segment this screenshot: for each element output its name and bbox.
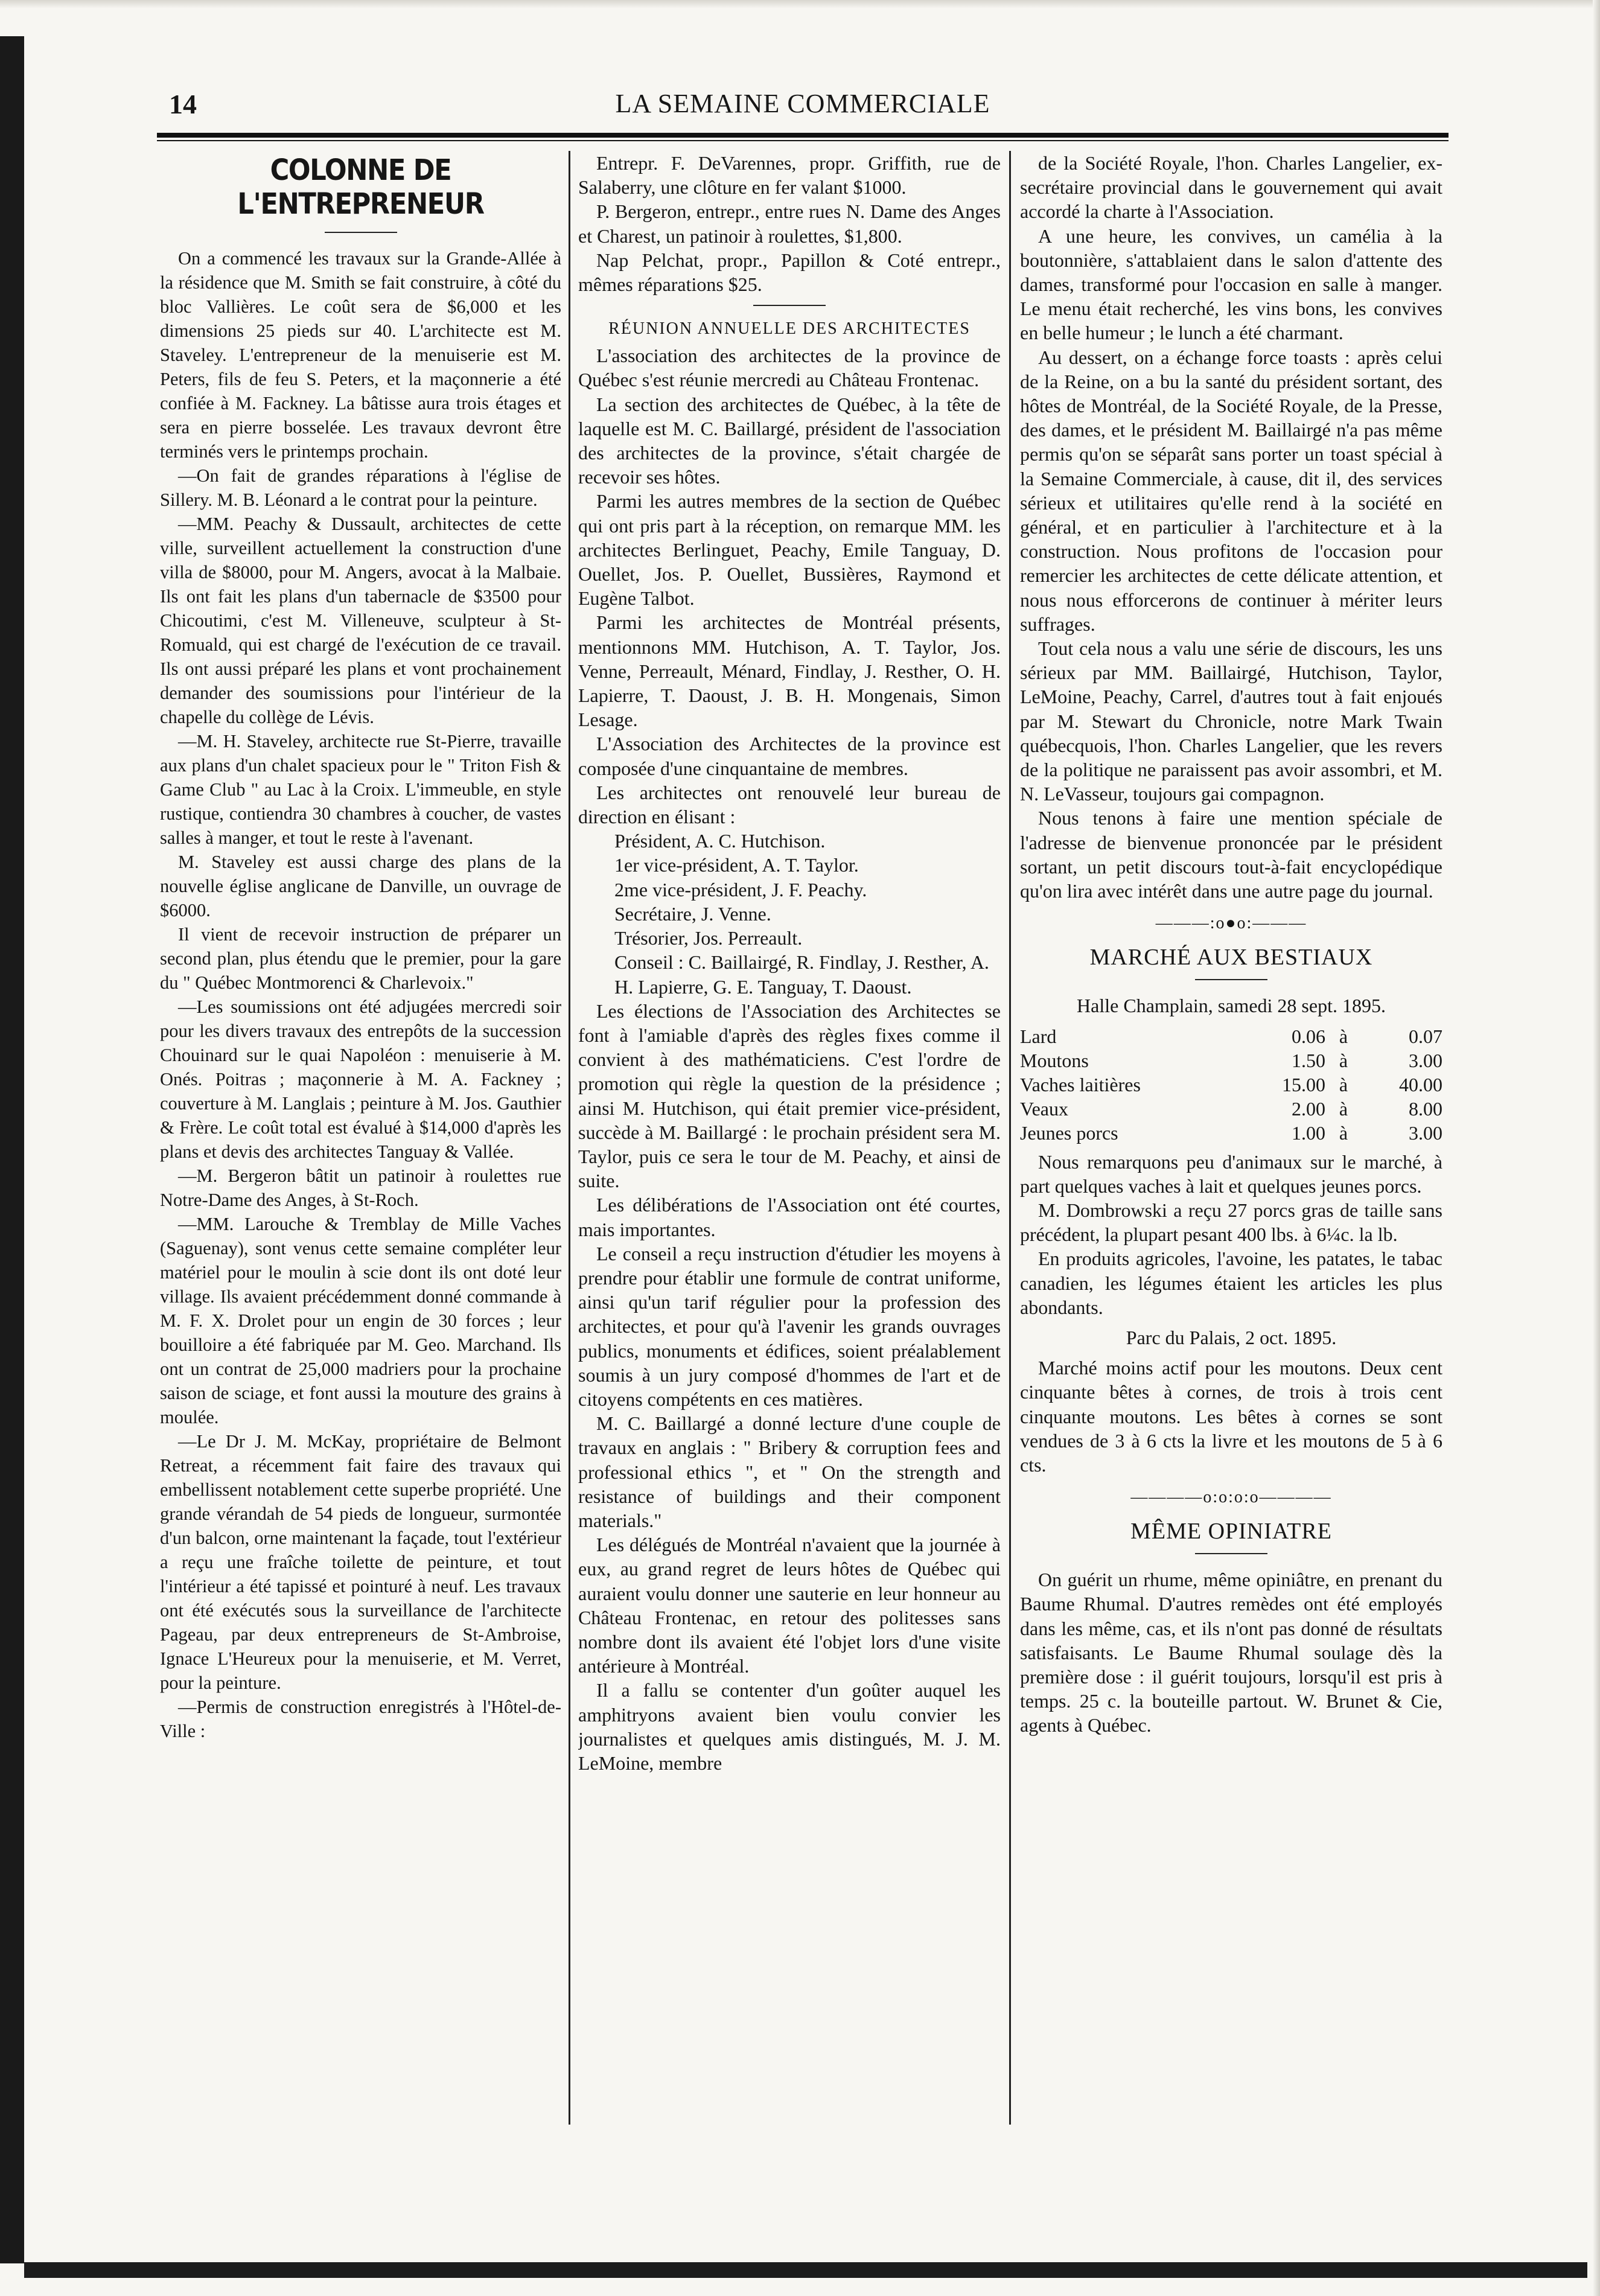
price-sep: à [1339,1025,1348,1047]
article-paragraph: Parmi les autres membres de la section de Québec qui ont pris part à la réception, on remarque MM. les architectes Berlinguet, Peachy, Emile Tanguay, D. Ouellet, Jos. P. Ouellet, Bussières, Raymond et Eugène Talbot. [578,490,1001,610]
article-paragraph: Tout cela nous a valu une série de discours, les uns sérieux par MM. Baillairgé, Hutchison, Taylor, LeMoine, Peachy, Carrel, d'autres tout à fait enjoués par M. Stewart du Chronicle, notre Mark Twain québecquois, l'hon. Charles Langelier, que les revers de la politique ne paraissent pas avoir assombri, et M. N. LeVasseur, toujours gai compagnon. [1020,637,1442,805]
price-high: 3.00 [1409,1049,1442,1071]
price-item: Vaches laitières [1020,1073,1141,1095]
column-divider-2 [1009,151,1011,2125]
ad-heading: MÊME OPINIATRE [1130,1519,1332,1545]
scan-edge-left [0,36,24,2263]
price-sep: à [1339,1073,1348,1095]
ornament-divider: ————o:o:o:o———— [1130,1488,1332,1507]
scan-edge-bottom [24,2262,1587,2278]
price-high: 0.07 [1409,1025,1442,1047]
price-low: 15.00 [1282,1073,1325,1095]
header-rule-thick [157,133,1449,138]
market-paragraph: M. Dombrowski a reçu 27 porcs gras de taille sans précédent, la plupart pesant 400 lbs. à 6¼c. la lb. [1020,1199,1442,1246]
ad-rule [1195,1553,1267,1554]
permit-entry: Entrepr. F. DeVarennes, propr. Griffith, rue de Salaberry, une clôture en fer valant $1000. [578,152,1001,199]
article-paragraph: —MM. Peachy & Dussault, architectes de cette ville, surveillent actuellement la construction d'une villa de $8000, pour M. Angers, avocat à la Malbaie. Ils ont fait les plans d'un tabernacle de $3500 pour Chicoutimi, c'est M. Villeneuve, sculpteur à St- Romuald, qui est chargé de l'exécution de ce travail. Ils ont aussi préparé les plans et vont prochainement demander des soumissions pour l'intérieur de la chapelle du collège de Lévis. [160,514,561,727]
price-high: 8.00 [1409,1097,1442,1120]
article-paragraph: On a commencé les travaux sur la Grande-Allée à la résidence que M. Smith se fait construire, à côté du bloc Vallières. Le coût sera de $6,000 et les dimensions 25 pieds sur 40. L'architecte est M. Staveley. L'entrepreneur de la menuiserie est M. Peters, fils de feu S. Peters, et la maçonnerie a été confiée à M. Fackney. La bâtisse aura trois étages et sera en pierre bosselée. Les travaux devront être terminés vers le printemps prochain. [160,248,561,462]
column-divider-1 [569,151,570,2125]
article-paragraph: —M. H. Staveley, architecte rue St-Pierre, travaille aux plans d'un chalet spacieux pour le " Triton Fish & Game Club " au Lac à la Croix. L'immeuble, en style rustique, contiendra 30 chambres à coucher, de vastes salles à manger, et tout le reste à l'avenant. [160,731,561,848]
column-3 [1020,151,1442,2137]
article-paragraph: de la Société Royale, l'hon. Charles Langelier, ex-secrétaire provincial dans le gouvernement qui avait accordé la charte à l'Association. [1020,152,1442,223]
permit-entry: Nap Pelchat, propr., Papillon & Coté entrepr., mêmes réparations $25. [578,249,1001,296]
permit-entry: P. Bergeron, entrepr., entre rues N. Dame des Anges et Charest, un patinoir à roulettes, $1,800. [578,200,1001,247]
article-paragraph: L'association des architectes de la province de Québec s'est réunie mercredi au Château Frontenac. [578,345,1001,391]
price-row [1020,1121,1442,1145]
article-paragraph: Les élections de l'Association des Architectes se font à l'amiable d'après des règles fixes comme il convient à des mathématiciens. C'est l'ordre de promotion qui règle la question de la présidence ; ainsi M. Hutchison, qui était premier vice-président, succède à M. Baillargé : le prochain président sera M. Taylor, puis ce sera le tour de M. Peachy, et ainsi de suite. [578,1000,1001,1192]
article-paragraph: M. Staveley est aussi charge des plans de la nouvelle église anglicane de Danville, un ouvrage de $6000. [160,852,561,920]
section-rule [753,305,826,306]
article-paragraph: Le conseil a reçu instruction d'étudier les moyens à prendre pour établir une formule de contrat uniforme, ainsi qu'un tarif régulier pour la profession des architectes, et pour qu'à l'avenir les grands ouvrages publics, monuments et édifices, soient préalablement soumis à un jury composé d'hommes de l'art et de citoyens compétents en ces matières. [578,1242,1001,1410]
price-low: 2.00 [1292,1097,1325,1120]
price-high: 3.00 [1409,1121,1442,1144]
market-paragraph: Nous remarquons peu d'animaux sur le marché, à part quelques vaches à lait et quelques jeunes porcs. [1020,1150,1442,1197]
column-2 [578,151,1001,2137]
scan-edge-right [1593,0,1600,2296]
price-item: Lard [1020,1025,1057,1047]
ad-paragraph: On guérit un rhume, même opiniâtre, en prenant du Baume Rhumal. D'autres remèdes ont été employés dans les même, cas, et ils n'ont pas donné de résultats satisfaisants. Le Baume Rhumal soulage dès la première dose : il guérit toujours, lorsqu'il est pris à temps. 25 c. la bouteille partout. W. Brunet & Cie, agents à Québec. [1020,1569,1442,1736]
market-rule [1195,979,1267,980]
article-paragraph: Les délégués de Montréal n'avaient que la journée à eux, au grand regret de leurs hôtes de Québec qui auraient voulu donner une sauterie en leur honneur au Château Frontenac, en retour des politesses sans nombre dont ils avaient été l'objet lors d'une visite antérieure à Montréal. [578,1534,1001,1677]
article-paragraph: Il vient de recevoir instruction de préparer un second plan, plus étendu que le premier, pour la gare du " Québec Montmorenci & Charlevoix." [160,924,561,993]
officer-entry: 1er vice-président, A. T. Taylor. [614,854,859,876]
ornament-divider: ———:o●o:——— [1155,914,1307,933]
market-heading: MARCHÉ AUX BESTIAUX [1089,945,1373,971]
price-sep: à [1339,1049,1348,1071]
price-item: Jeunes porcs [1020,1121,1118,1144]
market-date: Parc du Palais, 2 oct. 1895. [1126,1326,1337,1348]
article-paragraph: La section des architectes de Québec, à la tête de laquelle est M. C. Baillargé, président de l'association des architectes de la province, s'était chargée de recevoir ses hôtes. [578,393,1001,488]
price-item: Veaux [1020,1097,1068,1120]
article-paragraph: —Permis de construction enregistrés à l'Hôtel-de-Ville : [160,1697,561,1741]
article-paragraph: —Le Dr J. M. McKay, propriétaire de Belmont Retreat, a récemment fait faire des travaux qui embellissent notablement cette superbe propriété. Une grande vérandah de 54 pieds de longueur, surmontée d'un balcon, orne maintenant la façade, tout l'extérieur a reçu une fraîche toilette de peinture, et tout l'intérieur a été tapissé et pointuré à neuf. Les travaux ont été exécutés sous la surveillance de l'architecte Pageau, par deux entrepreneurs de St-Ambroise, Ignace L'Heureux pour la menuiserie, et M. Verret, pour la peinture. [160,1431,561,1693]
article-paragraph: —MM. Larouche & Tremblay de Mille Vaches (Saguenay), sont venus cette semaine compléter leur matériel pour le moulin à scie dont ils ont doté leur village. Ils avaient précédemment donné commande à M. F. X. Drolet pour un engin de 30 forces ; leur bouilloire a été fabriquée par M. Geo. Marchand. Ils ont un contrat de 25,000 madriers pour la prochaine saison de sciage, et font aussi la mouture des grains à moulée. [160,1214,561,1427]
article-paragraph: Au dessert, on a échange force toasts : après celui de la Reine, on a bu la santé du président sortant, des hôtes de Montréal, de la Société Royale, de la Presse, des dames, et le président M. Baillairgé n'a pas même permis qu'on se séparât sans porter un toast spécial à la Semaine Commerciale, à cause, dit il, des services sérieux et utilitaires qu'elle rend à la société en général, et en particulier à l'architecture et à la construction. Nous profitons de l'occasion pour remercier les architectes de cette délicate attention, et nous nous efforcerons de continuer à mériter leurs suffrages. [1020,346,1442,635]
price-high: 40.00 [1399,1073,1442,1095]
officer-entry: Président, A. C. Hutchison. [614,830,826,852]
column-heading: COLONNE DE L'ENTREPRENEUR [237,153,484,221]
price-row [1020,1073,1442,1097]
article-paragraph: —Les soumissions ont été adjugées mercredi soir pour les divers travaux des entrepôts de la succession Chouinard sur le quai Napoléon : menuiserie à M. Onés. Poitras ; maçonnerie à M. A. Fackney ; couverture à M. Langlais ; peinture à M. Jos. Gauthier & Frère. Le coût total est évalué à $14,000 d'après les plans et devis des architectes Tanguay & Vallée. [160,997,561,1162]
article-paragraph: A une heure, les convives, un camélia à la boutonnière, s'attablaient dans le salon d'attente des dames, transformé pour l'occasion en salle à manger. Le menu était recherché, les vins bons, les convives en belle humeur ; le lunch a été charmant. [1020,225,1442,344]
article-paragraph: Parmi les architectes de Montréal présents, mentionnons MM. Hutchison, A. T. Taylor, Jos. Venne, Perreault, Ménard, Findlay, J. Resther, O. H. Lapierre, T. Daoust, J. B. H. Mongenais, Simon Lesage. [578,611,1001,731]
price-low: 1.50 [1292,1049,1325,1071]
price-sep: à [1339,1097,1348,1120]
article-paragraph: M. C. Baillargé a donné lecture d'une couple de travaux en anglais : " Bribery & corruption fees and professional ethics ", et " On the strength and resistance of buildings and their component materials." [578,1412,1001,1531]
market-paragraph: En produits agricoles, l'avoine, les patates, le tabac canadien, les légumes étaient les articles les plus abondants. [1020,1248,1442,1318]
price-item: Moutons [1020,1049,1089,1071]
article-paragraph: Les délibérations de l'Association ont été courtes, mais importantes. [578,1194,1001,1240]
article-paragraph: L'Association des Architectes de la province est composée d'une cinquantaine de membres. [578,733,1001,779]
column-1 [160,151,561,2137]
price-row [1020,1024,1442,1048]
market-paragraph: Marché moins actif pour les moutons. Deux cent cinquante bêtes à cornes, de trois à trois cent cinquante moutons. Les bêtes à cornes se sont vendues de 3 à 6 cts la livre et les moutons de 5 à 6 cts. [1020,1357,1442,1476]
page-number: 14 [169,89,197,120]
page-header [157,85,1449,127]
price-sep: à [1339,1121,1348,1144]
article-paragraph: Les architectes ont renouvelé leur bureau de direction en élisant : [578,781,1001,828]
officer-entry: Trésorier, Jos. Perreault. [614,927,803,949]
article-paragraph: —M. Bergeron bâtit un patinoir à roulettes rue Notre-Dame des Anges, à St-Roch. [160,1166,561,1210]
scan-edge-top [0,0,1600,8]
price-table [1020,1024,1442,1145]
article-paragraph: —On fait de grandes réparations à l'église de Sillery. M. B. Léonard a le contrat pour la peinture. [160,465,561,510]
journal-title: LA SEMAINE COMMERCIALE [615,89,990,118]
market-date: Halle Champlain, samedi 28 sept. 1895. [1077,995,1386,1017]
price-low: 1.00 [1292,1121,1325,1144]
section-heading: RÉUNION ANNUELLE DES ARCHITECTES [608,319,971,339]
officer-entry: Secrétaire, J. Venne. [614,902,771,925]
heading-rule [325,232,397,233]
officer-entry: 2me vice-président, J. F. Peachy. [614,878,867,901]
price-low: 0.06 [1292,1025,1325,1047]
article-paragraph: Il a fallu se contenter d'un goûter auquel les amphitryons avaient bien voulu convier les journalistes et quelques amis distingués, M. J. M. LeMoine, membre [578,1679,1001,1774]
header-rule-thin [157,140,1449,141]
price-row [1020,1048,1442,1073]
article-paragraph: Nous tenons à faire une mention spéciale de l'adresse de bienvenue prononcée par le président sortant, un petit discours tout-à-fait encyclopédique qu'on lira avec intérêt dans une autre page du journal. [1020,807,1442,902]
price-row [1020,1097,1442,1121]
officer-entry: Conseil : C. Baillairgé, R. Findlay, J. Resther, A. H. Lapierre, G. E. Tanguay, T. Daoust. [614,951,989,998]
